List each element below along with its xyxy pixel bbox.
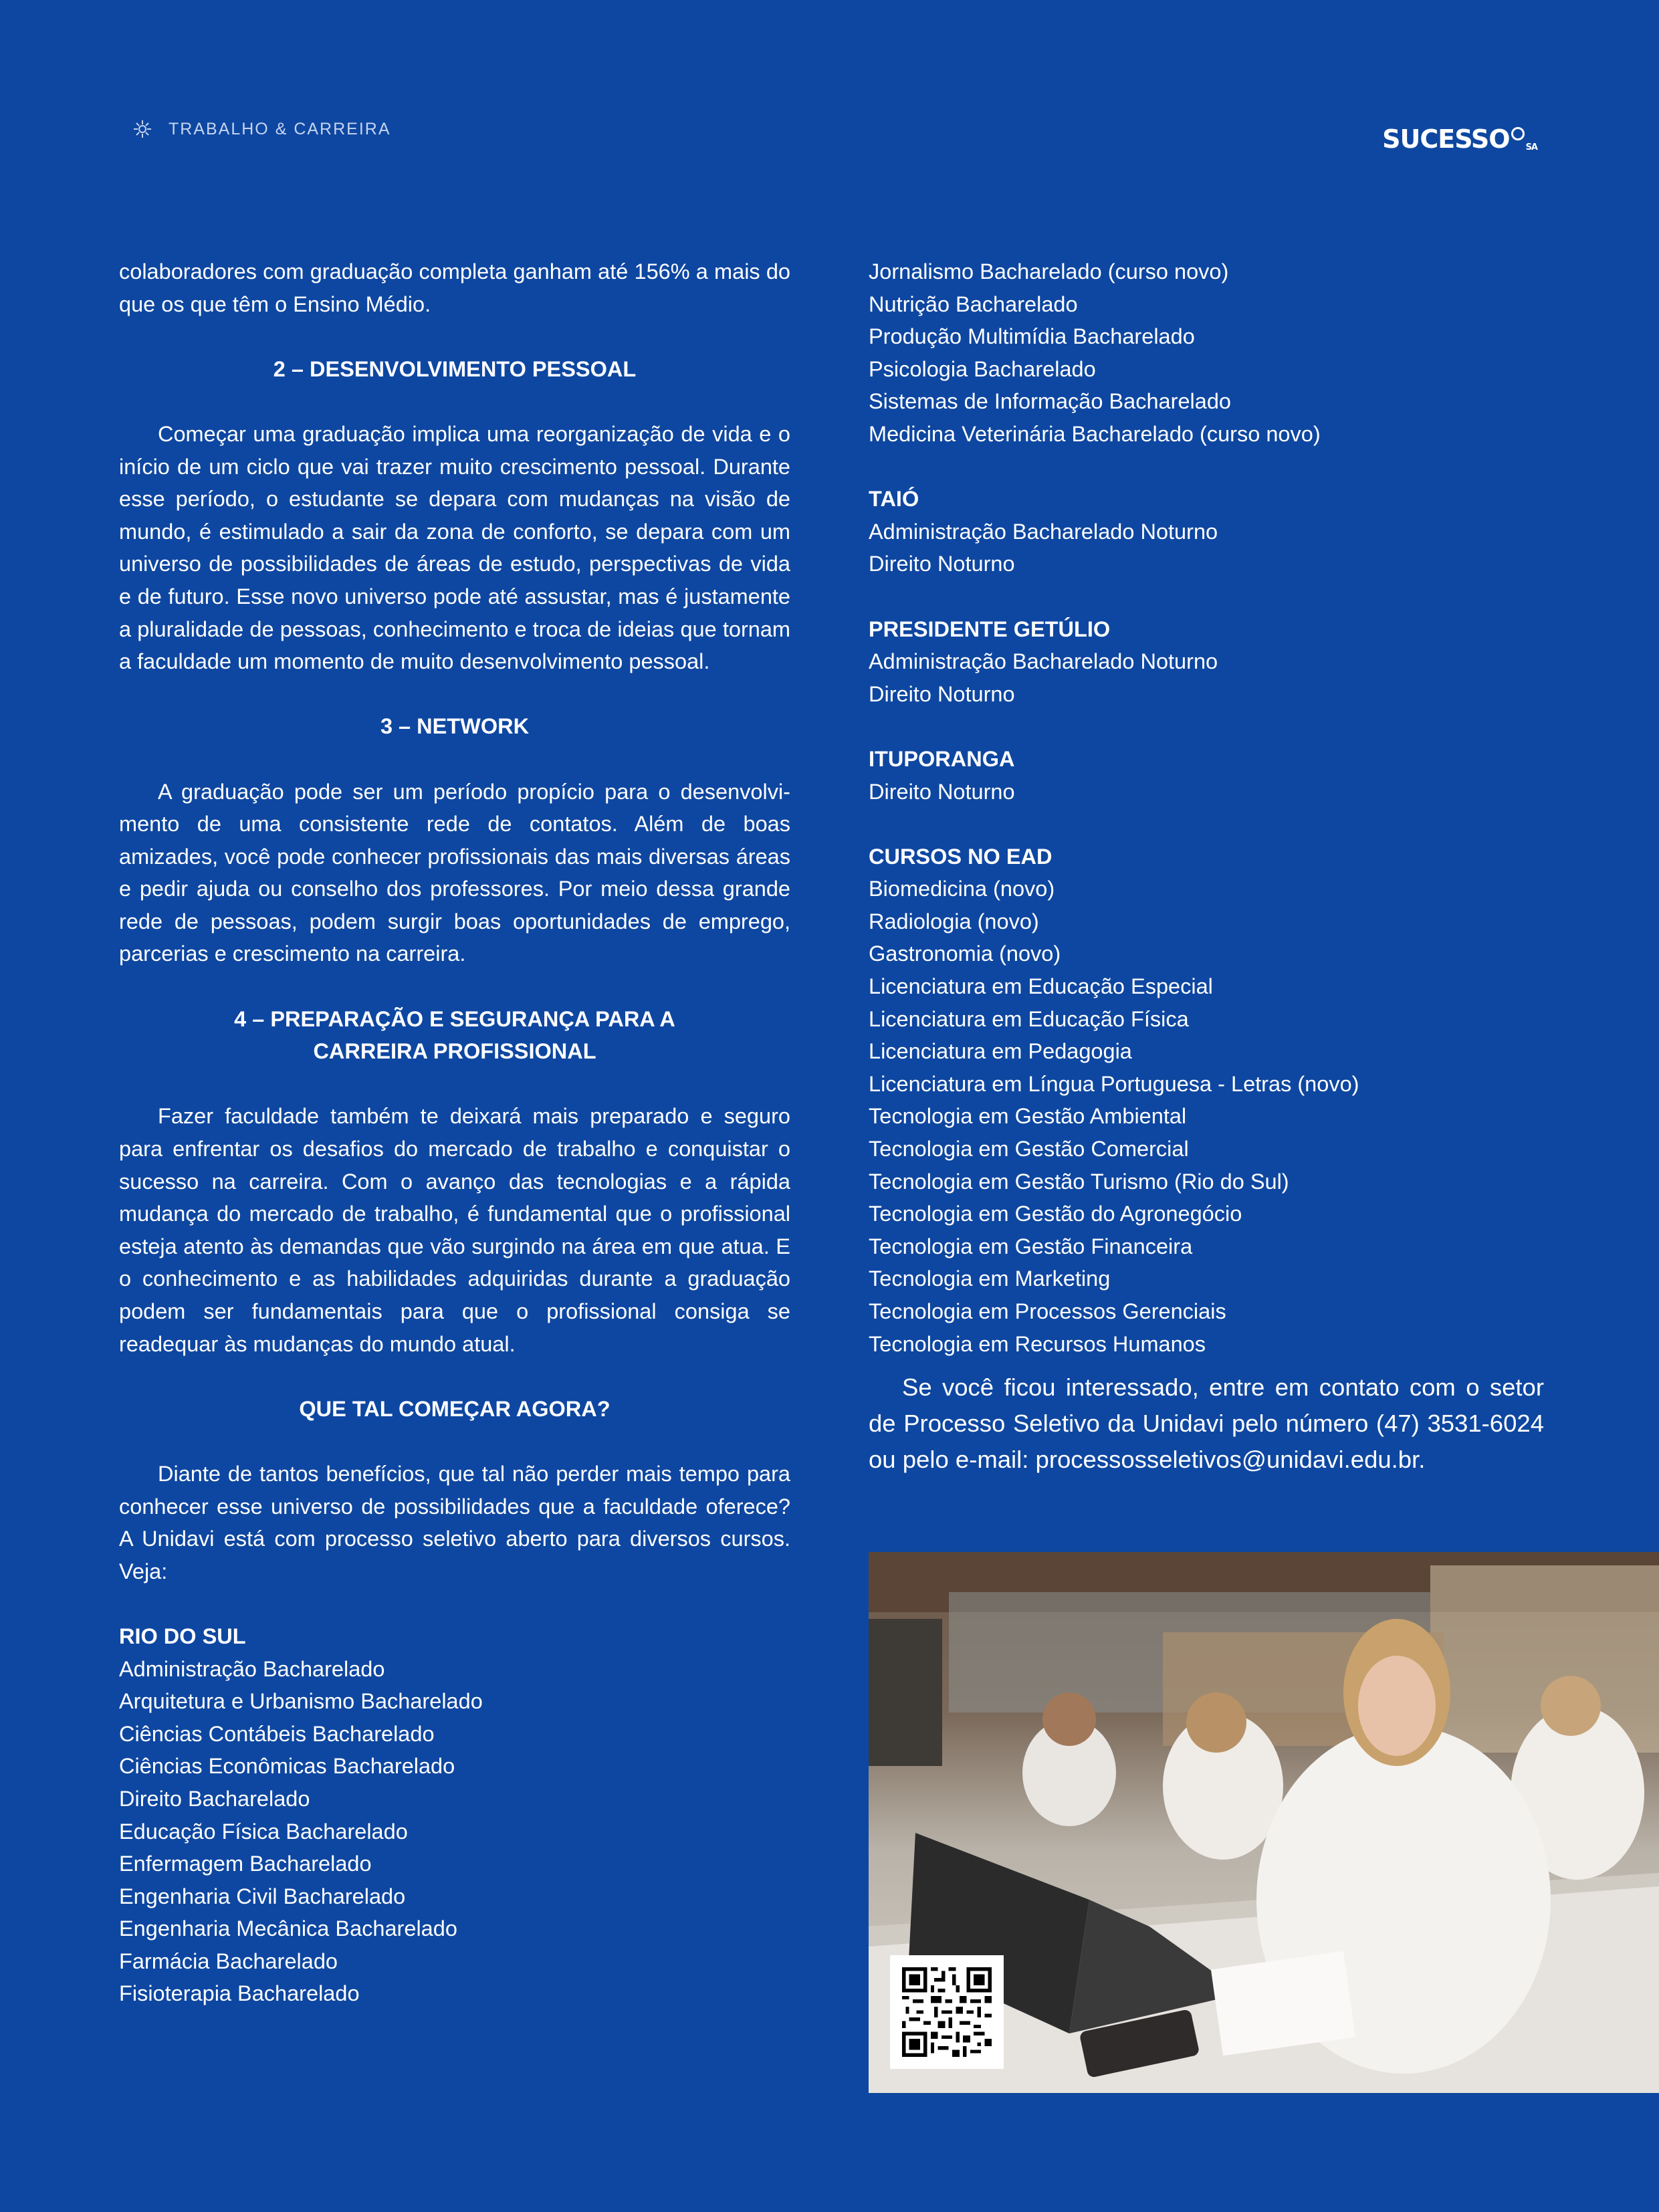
list-item: Produção Multimídia Bacharelado [869,324,1195,349]
presidente-getulio-title: PRESIDENTE GETÚLIO [869,617,1111,641]
qr-code[interactable] [890,1955,1004,2069]
list-item: Gastronomia (novo) [869,942,1061,966]
logo-suffix: SA [1525,142,1537,152]
section-label: TRABALHO & CARREIRA [169,119,391,138]
list-item: Fisioterapia Bacharelado [119,1981,360,2006]
list-item: Radiologia (novo) [869,909,1039,933]
list-item: Farmácia Bacharelado [119,1949,338,1973]
rio-do-sul-title: RIO DO SUL [119,1624,246,1648]
left-column [119,255,790,2010]
right-column [869,255,1544,1478]
list-item: Biomedicina (novo) [869,877,1055,901]
section3-text: A graduação pode ser um período propício para o desenvolvimento de uma consistente rede de contatos. Além de boas amizades, você pode conhecer profissionais das mais diversas áreas e pedir ajuda ou conselho dos professores. Por meio dessa grande rede de pessoas, podem surgir boas oportunidades de emprego, parcerias e crescimento na carreira. [119,779,790,966]
magazine-logo [1382,124,1537,154]
list-item: Administração Bacharelado Noturno [869,649,1218,674]
list-item: Licenciatura em Língua Portuguesa - Letras (novo) [869,1071,1359,1096]
list-item: Tecnologia em Gestão Financeira [869,1234,1193,1258]
list-item: Tecnologia em Recursos Humanos [869,1331,1206,1356]
section2-text: Começar uma graduação implica uma reorganização de vida e o início de um ciclo que vai trazer muito crescimento pessoal. Durante esse período, o estudante se depara com mudanças na visão de mundo, é estimulado a sair da zona de conforto, se depara com um universo de possibilidades de áreas de estudo, perspectivas de vida e de futuro. Esse novo universo pode até assustar, mas é justamente a pluralidade de pessoas, conhecimento e troca de ideias que tornam a faculdade um momento de muito desenvolvimento pessoal. [119,421,790,674]
list-item: Engenharia Civil Bacharelado [119,1884,406,1908]
logo-text: SUCESSO [1382,124,1510,154]
list-item: Tecnologia em Gestão Comercial [869,1137,1189,1162]
list-item: Direito Noturno [869,681,1015,706]
list-item: Tecnologia em Gestão do Agronegócio [869,1202,1242,1226]
section2-title: 2 – DESENVOLVIMENTO PESSOAL [273,356,637,381]
list-item: Nutrição Bacharelado [869,292,1078,316]
list-item: Arquitetura e Urbanismo Bacharelado [119,1689,483,1714]
logo-badge-icon [1511,127,1525,140]
rio-do-sul-course-list [119,1653,790,2011]
list-item: Tecnologia em Gestão Turismo (Rio do Sul) [869,1169,1289,1194]
list-item: Jornalismo Bacharelado (curso novo) [869,259,1229,284]
list-item: Licenciatura em Pedagogia [869,1039,1132,1064]
list-item: Enfermagem Bacharelado [119,1852,372,1876]
section5-text: Diante de tantos benefícios, que tal não perder mais tempo para conhecer esse universo de possibilidades que a faculdade oferece? A Unidavi está com processo seletivo aberto para diversos cursos. Veja: [119,1461,790,1583]
section3-title: 3 – NETWORK [380,714,530,739]
list-item: Engenharia Mecânica Bacharelado [119,1916,457,1941]
list-item: Tecnologia em Marketing [869,1266,1111,1291]
section4-title-line2: CARREIRA PROFISSIONAL [313,1039,596,1064]
section-header [132,119,391,139]
section4-text: Fazer faculdade também te deixará mais preparado e seguro para enfrentar os desafios do mercado de trabalho e conquistar o sucesso na carreira. Com o avanço das tecnologias e a rápida mudança do mercado de trabalho, é fundamental que o profissional esteja atento às demandas que vão surgindo na área em que atua. E o conhecimento e as habilidades adquiridas durante a graduação podem ser fundamentais para que o profissional consiga se readequar às mudanças do mundo atual. [119,1104,790,1356]
list-item: Ciências Contábeis Bacharelado [119,1721,435,1746]
list-item: Medicina Veterinária Bacharelado (curso novo) [869,421,1321,446]
list-item: Educação Física Bacharelado [119,1819,408,1844]
list-item: Tecnologia em Gestão Ambiental [869,1104,1187,1129]
rio-do-sul-continued-list [869,255,1544,451]
ituporanga-title: ITUPORANGA [869,746,1015,771]
list-item: Licenciatura em Educação Especial [869,974,1213,999]
taio-title: TAIÓ [869,487,919,512]
qr-code-icon [902,1967,992,2057]
list-item: Direito Noturno [869,779,1015,804]
list-item: Ciências Econômicas Bacharelado [119,1754,455,1779]
list-item: Sistemas de Informação Bacharelado [869,389,1231,414]
list-item: Licenciatura em Educação Física [869,1006,1189,1031]
list-item: Administração Bacharelado Noturno [869,519,1218,544]
list-item: Direito Noturno [869,552,1015,576]
list-item: Administração Bacharelado [119,1656,385,1681]
intro-paragraph: colaboradores com graduação completa ganham até 156% a mais do que os que têm o Ensino Médio. [119,259,790,316]
ead-course-list [869,873,1544,1360]
ead-title: CURSOS NO EAD [869,844,1053,869]
section4-title-line1: 4 – PREPARAÇÃO E SEGURANÇA PARA A [234,1006,675,1031]
list-item: Psicologia Bacharelado [869,356,1096,381]
contact-paragraph: Se você ficou interessado, entre em contato com o setor de Processo Seletivo da Unidavi pelo número (47) 3531-6024 ou pelo e-mail: processosseletivos@unidavi.edu.br. [869,1373,1544,1474]
list-item: Direito Bacharelado [119,1786,310,1811]
section5-title: QUE TAL COMEÇAR AGORA? [299,1396,611,1421]
sparkle-icon [132,119,152,139]
list-item: Tecnologia em Processos Gerenciais [869,1299,1226,1323]
